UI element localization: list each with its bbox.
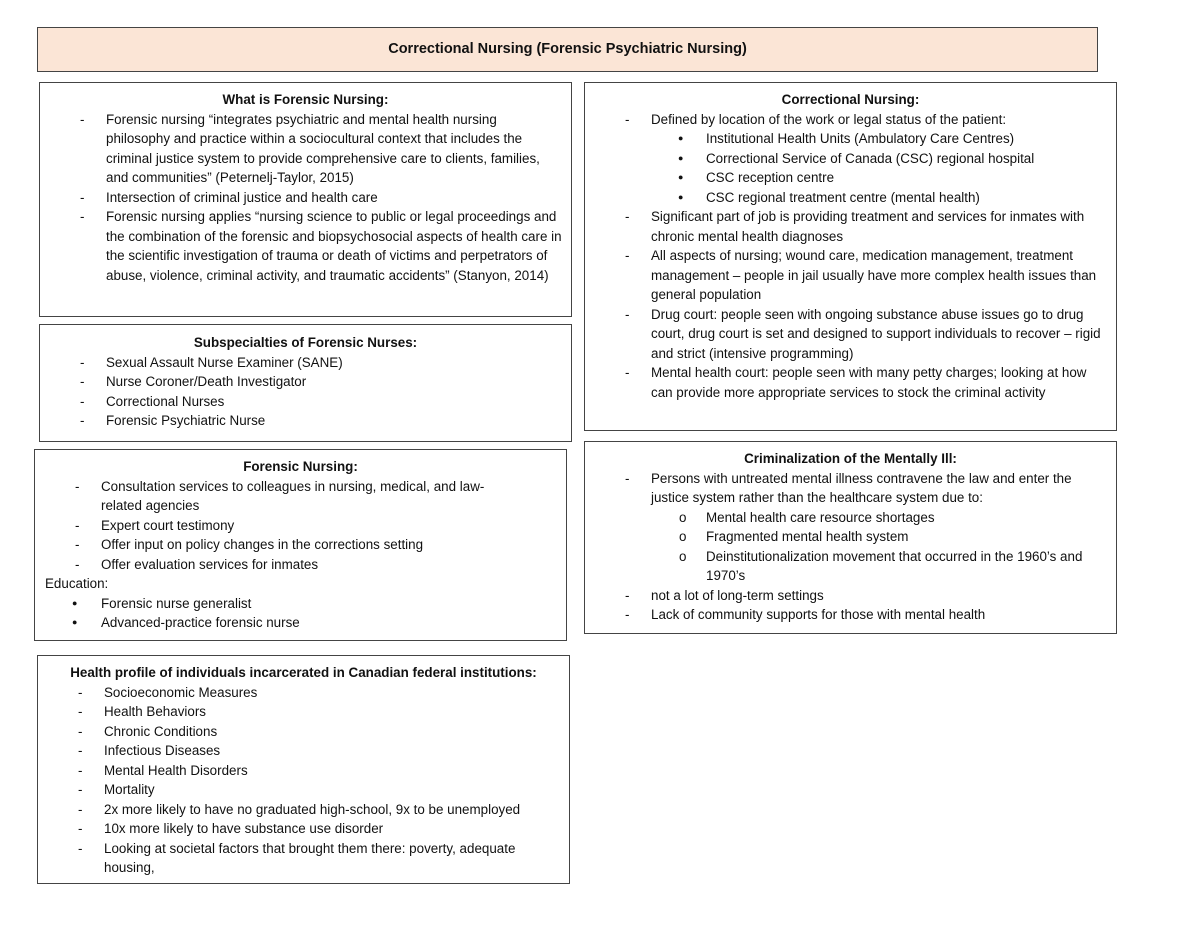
subspecialties-section	[39, 324, 572, 442]
sub-list-item: o Deinstitutionalization movement that occurred in the 1960’s and 1970’s	[585, 547, 1108, 586]
section-heading: Health profile of individuals incarcerated in Canadian federal institutions:	[70, 665, 537, 680]
sub-list-item: o Mental health care resource shortages	[585, 508, 1108, 528]
list-item: - Infectious Diseases	[38, 741, 561, 761]
list-item: - Lack of community supports for those with mental health	[585, 605, 1108, 625]
list-item: - Chronic Conditions	[38, 722, 561, 742]
section-heading: Subspecialties of Forensic Nurses:	[193, 335, 418, 350]
sub-list-item: ● CSC regional treatment centre (mental health)	[585, 188, 1108, 208]
list-item: - Sexual Assault Nurse Examiner (SANE)	[40, 353, 571, 373]
list-item: - All aspects of nursing; wound care, medication management, treatment management – people in jail usually have more complex health issues than general population	[585, 246, 1108, 305]
list-item: - Significant part of job is providing treatment and services for inmates with chronic mental health diagnoses	[585, 207, 1108, 246]
list-item: - Consultation services to colleagues in nursing, medical, and law-related agencies	[35, 477, 516, 516]
education-label: Education:	[45, 576, 109, 591]
section-heading: Forensic Nursing:	[243, 459, 358, 474]
list-item: - Forensic Psychiatric Nurse	[40, 411, 571, 431]
list-item: - Expert court testimony	[35, 516, 516, 536]
list-item: ● Forensic nurse generalist	[35, 594, 566, 614]
sub-list-item: o Fragmented mental health system	[585, 527, 1108, 547]
list-item: - Intersection of criminal justice and health care	[40, 188, 563, 208]
list-item: - 10x more likely to have substance use disorder	[38, 819, 561, 839]
section-heading: Criminalization of the Mentally Ill:	[744, 451, 957, 466]
sub-list-item: ● CSC reception centre	[585, 168, 1108, 188]
list-item: - Mortality	[38, 780, 561, 800]
list-item: - Nurse Coroner/Death Investigator	[40, 372, 571, 392]
list-item: - Health Behaviors	[38, 702, 561, 722]
page-title: Correctional Nursing (Forensic Psychiatric Nursing)	[37, 27, 1098, 72]
criminalization-section	[584, 441, 1117, 634]
correctional-nursing-section	[584, 82, 1117, 431]
list-item: - Forensic nursing applies “nursing science to public or legal proceedings and the combination of the forensic and biopsychosocial aspects of health care in the scientific investigation of trauma or death of victims and perpetrators of abuse, violence, criminal activity, and traumatic accidents” (Stanyon, 2014)	[40, 207, 563, 285]
list-item: - Drug court: people seen with ongoing substance abuse issues go to drug court, drug court is set and designed to support individuals to recover – rigid and strict (intensive programming)	[585, 305, 1108, 364]
list-item: - Offer evaluation services for inmates	[35, 555, 516, 575]
forensic-nursing-section	[34, 449, 567, 641]
list-item: - Defined by location of the work or legal status of the patient:	[585, 110, 1108, 130]
section-heading: What is Forensic Nursing:	[222, 92, 389, 107]
list-item: ● Advanced-practice forensic nurse	[35, 613, 566, 633]
list-item: - Looking at societal factors that brought them there: poverty, adequate housing,	[38, 839, 561, 878]
sub-list-item: ● Institutional Health Units (Ambulatory Care Centres)	[585, 129, 1108, 149]
list-item: - Mental health court: people seen with many petty charges; looking at how can provide more appropriate services to stock the criminal activity	[585, 363, 1108, 402]
list-item: - Offer input on policy changes in the corrections setting	[35, 535, 516, 555]
list-item: - Mental Health Disorders	[38, 761, 561, 781]
section-heading: Correctional Nursing:	[781, 92, 920, 107]
list-item: - Correctional Nurses	[40, 392, 571, 412]
sub-list-item: ● Correctional Service of Canada (CSC) regional hospital	[585, 149, 1108, 169]
list-item: - Forensic nursing “integrates psychiatric and mental health nursing philosophy and practice within a sociocultural context that includes the criminal justice system to provide comprehensive care to clients, families, and communities” (Peternelj-Taylor, 2015)	[40, 110, 563, 188]
list-item: - Socioeconomic Measures	[38, 683, 561, 703]
list-item: - not a lot of long-term settings	[585, 586, 1108, 606]
list-item: - Persons with untreated mental illness contravene the law and enter the justice system rather than the healthcare system due to:	[585, 469, 1108, 508]
health-profile-section	[37, 655, 570, 884]
what-is-forensic-nursing-section	[39, 82, 572, 317]
list-item: - 2x more likely to have no graduated high-school, 9x to be unemployed	[38, 800, 561, 820]
